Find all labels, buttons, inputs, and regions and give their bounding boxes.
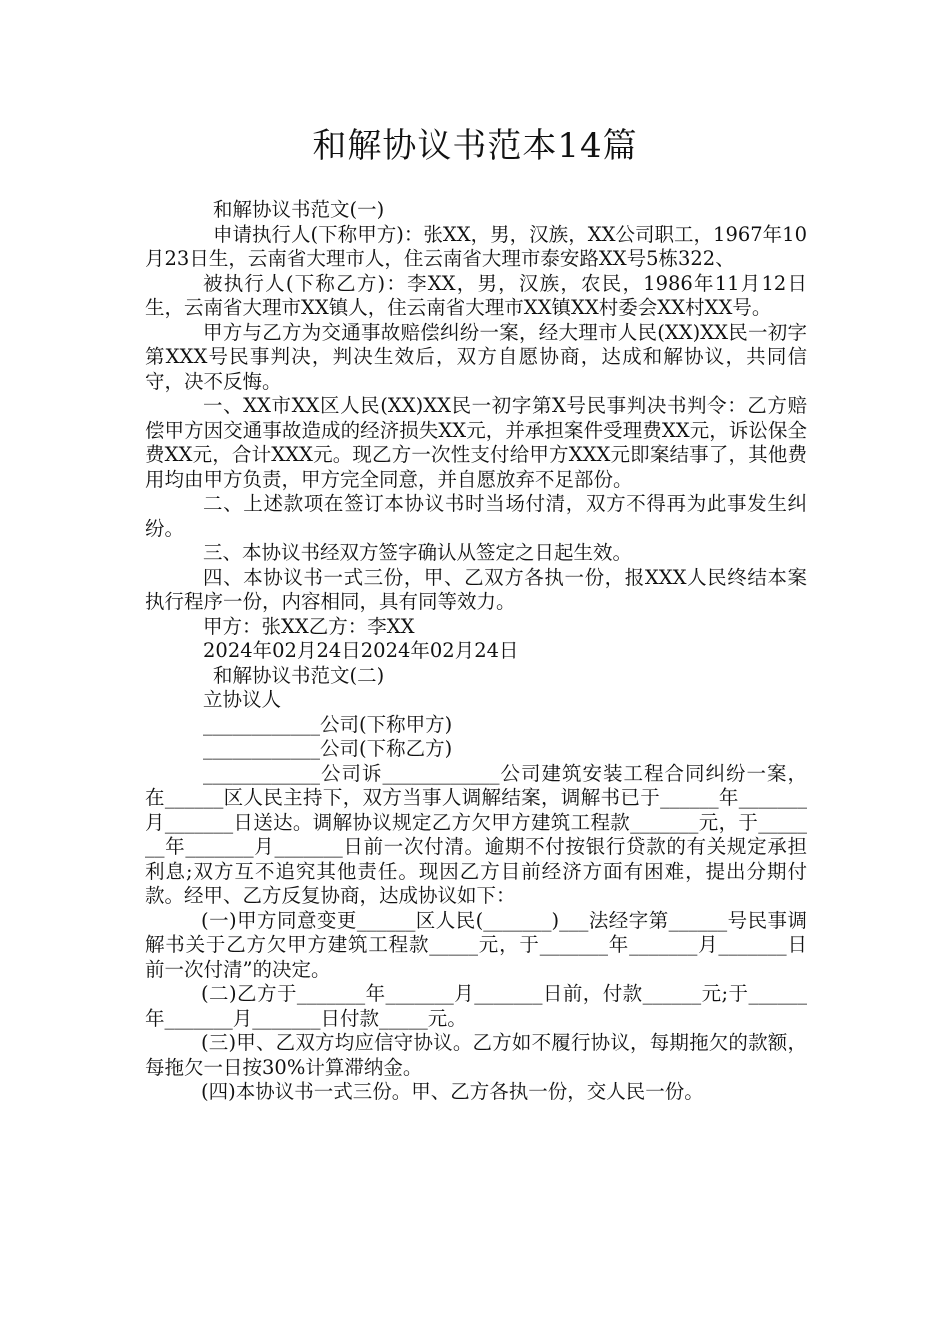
clause: (二)乙方于_______年_______月_______日前，付款______元;于______年_______月_______日付款_____元。 (145, 982, 807, 1030)
clause: (一)甲方同意变更______区人民(_______)___法经字第______号民事调解书关于乙方欠甲方建筑工程款_____元，于_______年_______月_______日前一次付清”的决定。 (145, 908, 807, 981)
date-line: 2024年02月24日2024年02月24日 (203, 639, 519, 662)
clause: (四)本协议书一式三份。甲、乙方各执一份，交人民一份。 (201, 1080, 704, 1103)
paragraph: 甲方与乙方为交通事故赔偿纠纷一案，经大理市人民(XX)XX民一初字第XXX号民事判决，判决生效后，双方自愿协商，达成和解协议，共同信守，决不反悔。 (145, 320, 807, 393)
section-heading: 和解协议书范文(二) (213, 663, 385, 687)
clause: (三)甲、乙双方均应信守协议。乙方如不履行协议，每期拖欠的款额，每拖欠一日按30%计算滞纳金。 (145, 1031, 807, 1079)
party-line: ____________公司(下称甲方) (203, 712, 453, 736)
paragraph: 一、XX市XX区人民(XX)XX民一初字第X号民事判决书判令：乙方赔偿甲方因交通事故造成的经济损失XX元，并承担案件受理费XX元，诉讼保全费XX元，合计XXX元。现乙方一次性支付给甲方XXX元即案结事了，其他费用均由甲方负责，甲方完全同意，并自愿放弃不足部份。 (145, 394, 807, 491)
document-body (145, 198, 807, 1105)
paragraph: 二、上述款项在签订本协议书时当场付清，双方不得再为此事发生纠纷。 (145, 492, 807, 540)
paragraph: 申请执行人(下称甲方)：张XX，男，汉族，XX公司职工，1967年10月23日生，云南省大理市人，住云南省大理市泰安路XX号5栋322、 (145, 222, 807, 270)
paragraph: 四、本协议书一式三份，甲、乙双方各执一份，报XXX人民终结本案执行程序一份，内容相同，具有同等效力。 (145, 565, 807, 613)
signature-line: 甲方：张XX乙方：李XX (203, 614, 415, 638)
paragraph: 立协议人 (203, 688, 282, 711)
paragraph: 和解协议书范文(一) (213, 198, 385, 221)
paragraph: ____________公司诉____________公司建筑安装工程合同纠纷一案，在______区人民主持下，双方当事人调解结案，调解书已于______年_______月_______日送达。调解协议规定乙方欠甲方建筑工程款_______元，于_______年_______月_______日前一次付清。逾期不付按银行贷款的有关规定承担利息;双方互不追究其他责任。现因乙方目前经济方面有困难，提出分期付款。经甲、乙方反复协商，达成协议如下： (145, 761, 807, 907)
document-title: 和解协议书范本14篇 (312, 126, 638, 166)
party-line: ____________公司(下称乙方) (203, 737, 453, 760)
paragraph: 三、本协议书经双方签字确认从签定之日起生效。 (203, 541, 633, 564)
paragraph: 被执行人(下称乙方)：李XX，男，汉族，农民，1986年11月12日生，云南省大理市XX镇人，住云南省大理市XX镇XX村委会XX村XX号。 (145, 271, 807, 319)
